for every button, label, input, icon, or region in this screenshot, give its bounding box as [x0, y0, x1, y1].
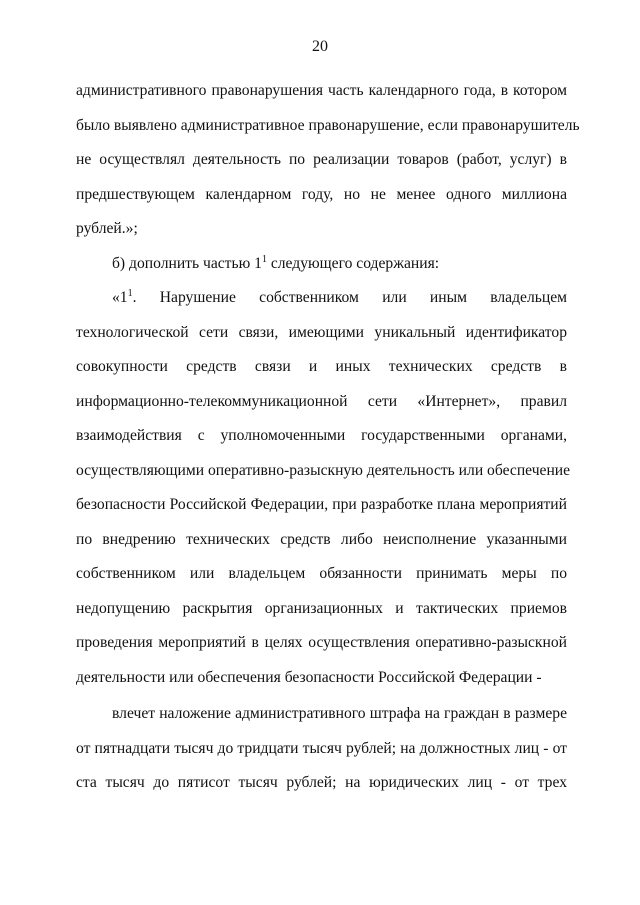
text-line: от пятнадцати тысяч до тридцати тысяч рублей; на должностных лиц - от	[76, 740, 567, 757]
text-line: рублей.»;	[76, 220, 138, 237]
text-line: деятельности или обеспечения безопасности Российской Федерации -	[76, 669, 542, 686]
text-line: проведения мероприятий в целях осуществления оперативно-разыскной	[76, 634, 567, 651]
text-line: собственником или владельцем обязанности принимать меры по	[76, 565, 567, 582]
text-line	[112, 288, 567, 308]
text-line: взаимодействия с уполномоченными государственными органами,	[76, 427, 567, 444]
text-line: ста тысяч до пятисот тысяч рублей; на юридических лиц - от трех	[76, 774, 567, 791]
text-fragment: «1	[112, 289, 128, 306]
text-line: информационно-телекоммуникационной сети «Интернет», правил	[76, 393, 567, 410]
text-line: технологической сети связи, имеющими уникальный идентификатор	[76, 324, 567, 341]
text-line: безопасности Российской Федерации, при разработке плана мероприятий	[76, 496, 567, 513]
text-line: совокупности средств связи и иных технических средств в	[76, 358, 567, 375]
superscript: 1	[127, 288, 133, 299]
text-line: по внедрению технических средств либо неисполнение указанными	[76, 531, 567, 548]
text-fragment: б) дополнить частью 1	[112, 255, 262, 272]
text-line: недопущению раскрытия организационных и тактических приемов	[76, 600, 567, 617]
text-fragment	[112, 289, 567, 306]
text-line	[112, 254, 567, 274]
text-line: предшествующем календарном году, но не менее одного миллиона	[76, 186, 567, 203]
text-line: не осуществлял деятельность по реализации товаров (работ, услуг) в	[76, 151, 567, 168]
text-fragment: следующего содержания:	[266, 255, 440, 272]
page-number: 20	[312, 38, 328, 55]
text-line: осуществляющими оперативно-разыскную деятельность или обеспечение	[76, 462, 571, 479]
superscript: 1	[261, 254, 267, 265]
text-fragment: . Нарушение собственником или иным владельцем	[132, 289, 567, 306]
text-line: влечет наложение административного штрафа на граждан в размере	[112, 705, 567, 722]
text-line: было выявлено административное правонарушение, если правонарушитель	[76, 117, 580, 134]
text-line: административного правонарушения часть календарного года, в котором	[76, 82, 567, 99]
